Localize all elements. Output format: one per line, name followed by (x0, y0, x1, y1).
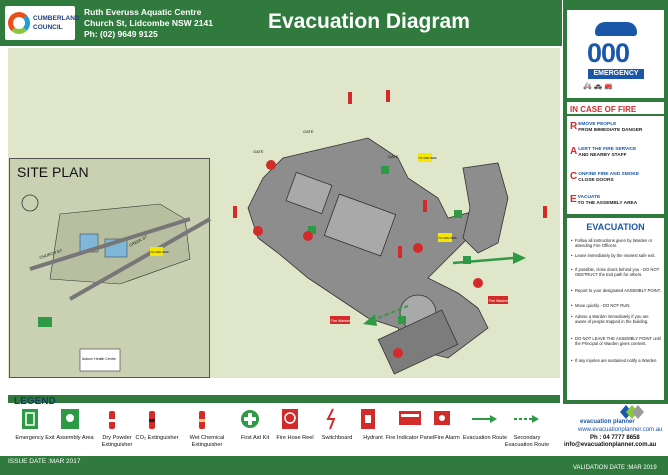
legend-label: Fire Alarm (434, 435, 460, 441)
legend-label: Emergency Exit (15, 435, 55, 441)
fire-hose-reel-5 (253, 226, 263, 236)
exit-sign-3 (463, 256, 471, 264)
legend (8, 405, 560, 455)
gate-label-2: GATE (253, 149, 264, 154)
brand-name: evacuation planner (580, 419, 635, 425)
wet-chemical-extinguisher-icon (192, 407, 212, 431)
gate-label-1: GATE (303, 129, 314, 134)
evacuation-route-east (453, 258, 513, 263)
exit-sign-1 (381, 166, 389, 174)
extinguisher-3 (233, 206, 237, 218)
legend-item-co2 (130, 405, 184, 455)
race-step-first: VACUATE (577, 195, 601, 200)
race-step-second: TO THE ASSEMBLY AREA (577, 201, 638, 206)
secondary-evacuation-route-icon (512, 407, 540, 431)
council-name-line1: CUMBERLAND (33, 15, 80, 22)
race-step-first: ONFINE FIRE AND SMOKE (578, 172, 640, 177)
co2-extinguisher-icon (142, 407, 162, 431)
legend-label: Secondary Evacuation Route (504, 435, 550, 448)
race-step-first: EMOVE PEOPLE (578, 122, 617, 127)
facility-address (84, 7, 213, 40)
extinguisher-2 (386, 90, 390, 102)
fire-hose-reel-2 (303, 231, 313, 241)
evacuation-instructions-box (567, 218, 664, 400)
fire-hose-reel-6 (393, 348, 403, 358)
legend-label: Switchboard (321, 435, 353, 441)
site-assembly-area-icon (38, 317, 52, 327)
evacuation-instruction: • Follow all instructions given by Warden or attending Fire Officers. (571, 238, 661, 249)
evacuation-route-icon (470, 407, 498, 431)
legend-item-wet-chemical (180, 405, 234, 455)
site-street-creek-label: CREEK ST (128, 234, 149, 248)
facility-phone: Ph: (02) 9649 9125 (84, 29, 158, 39)
switchboard-icon (322, 407, 342, 431)
emergency-label: EMERGENCY (588, 69, 644, 79)
legend-label: Hydrant (363, 435, 383, 441)
in-case-of-fire-title: IN CASE OF FIRE (567, 102, 664, 116)
evacuation-instruction: • Report to your designated ASSEMBLY POINT. (571, 288, 661, 293)
emergency-number-box (567, 10, 664, 98)
race-step-evacuate (570, 195, 662, 207)
assembly-area-icon (60, 407, 80, 431)
exit-sign-4 (398, 316, 406, 324)
legend-label: CO₂ Extinguisher (135, 435, 179, 441)
issue-date: ISSUE DATE :MAR 2017 (8, 458, 81, 465)
dry-powder-extinguisher-icon (102, 407, 122, 431)
legend-label: Fire Indicator Panel (385, 435, 435, 441)
hydrant-icon (358, 407, 378, 431)
right-panel (563, 0, 668, 404)
header-bar (0, 0, 562, 46)
page-title: Evacuation Diagram (268, 10, 470, 33)
first-aid-kit-icon (240, 407, 260, 431)
race-letter: C (570, 171, 578, 182)
council-name-line2: COUNCIL (33, 24, 63, 31)
council-logo-icon (8, 12, 30, 34)
fire-warden-label-1: Fire Warden (331, 319, 351, 323)
evacuation-title: EVACUATION (586, 222, 645, 232)
building-east-wing (463, 163, 508, 253)
legend-label: Dry Powder Extinguisher (101, 435, 133, 448)
fire-alarm-icon (432, 407, 452, 431)
evacuation-instruction: • Advise a Warden immediately if you are aware of people trapped in the building. (571, 314, 661, 325)
race-step-second: AND NEARBY STAFF (578, 153, 627, 158)
north-compass-icon (22, 195, 38, 211)
legend-label: Assembly Area (56, 435, 94, 441)
legend-label: Fire Hose Reel (276, 435, 314, 441)
site-plan-inset (9, 158, 210, 378)
validation-date: VALIDATION DATE :MAR 2019 (573, 465, 657, 471)
brand-email[interactable]: info@evacuationplanner.com.au (564, 442, 657, 448)
race-step-alert (570, 147, 662, 159)
evacuation-planner-brand (562, 405, 668, 455)
legend-item-secondary-route (500, 405, 554, 455)
evacuation-instruction: • DO NOT LEAVE THE ASSEMBLY POINT until the Principal or Warden gives consent. (571, 336, 661, 347)
extinguisher-1 (348, 92, 352, 104)
fire-hose-reel-4 (473, 278, 483, 288)
emergency-vehicles-icon: 🚑 🚓 🚒 (583, 83, 614, 90)
race-letter: R (570, 121, 578, 132)
you-are-here-label-1: YOU ARE HERE (418, 157, 437, 160)
evacuation-route-east-arrowhead (513, 252, 526, 264)
facility-name: Ruth Everuss Aquatic Centre (84, 7, 202, 17)
evacuation-instruction: • If any injuries are sustained notify a Warden. (571, 358, 661, 363)
evacuation-planner-logo-icon (620, 405, 644, 419)
fire-hose-reel-icon (280, 407, 300, 431)
site-you-are-here-label: YOU ARE HERE (150, 251, 169, 254)
site-street-church-label: CHURCH ST (38, 247, 63, 260)
legend-label: Wet Chemical Extinguisher (189, 435, 225, 448)
evacuation-instruction: • If possible, close doors behind you - DO NOT OBSTRUCT the Exit path for others. (571, 267, 661, 278)
brand-phone: Ph : 04 7777 8658 (590, 435, 640, 441)
race-step-second: CLOSE DOORS (578, 178, 614, 183)
race-step-first: LERT THE FIRE SERVICE (578, 147, 637, 152)
race-step-remove (570, 122, 662, 134)
extinguisher-4 (543, 206, 547, 218)
site-plan-map (10, 159, 211, 379)
race-step-confine (570, 172, 662, 184)
footer-bar (0, 456, 668, 475)
emergency-exit-icon (20, 407, 40, 431)
site-health-centre-label: Auburn Health Centre (82, 357, 116, 361)
emergency-number: 000 (587, 38, 630, 68)
race-step-second: FROM IMMEDIATE DANGER (578, 128, 643, 133)
extinguisher-5 (423, 200, 427, 212)
gate-label-3: GATE (388, 154, 399, 159)
legend-label: First Aid Kit (240, 435, 270, 441)
evacuation-instruction: • Leave immediately by the nearest safe exit. (571, 253, 661, 258)
in-case-of-fire-box (567, 102, 664, 214)
you-are-here-label-2: YOU ARE HERE (438, 237, 457, 240)
extinguisher-6 (398, 246, 402, 258)
legend-bar (8, 395, 560, 403)
exit-sign-2 (454, 210, 462, 218)
site-plan-title: SITE PLAN (17, 164, 89, 180)
fire-hose-reel-1 (266, 160, 276, 170)
legend-title: LEGEND (14, 396, 56, 407)
council-logo (5, 6, 80, 40)
fire-warden-label-2: Fire Warden (489, 299, 509, 303)
facility-street: Church St, Lidcombe NSW 2141 (84, 18, 213, 28)
council-name (33, 14, 80, 32)
legend-label: Evacuation Route (462, 435, 508, 441)
fire-indicator-panel-icon (398, 407, 422, 431)
evacuation-instruction: • Move quickly - DO NOT RUN. (571, 303, 661, 308)
race-letter: E (570, 194, 577, 205)
fire-hose-reel-3 (413, 243, 423, 253)
telephone-icon (595, 22, 637, 36)
race-letter: A (570, 146, 578, 157)
brand-url[interactable]: www.evacuationplanner.com.au (578, 427, 663, 433)
